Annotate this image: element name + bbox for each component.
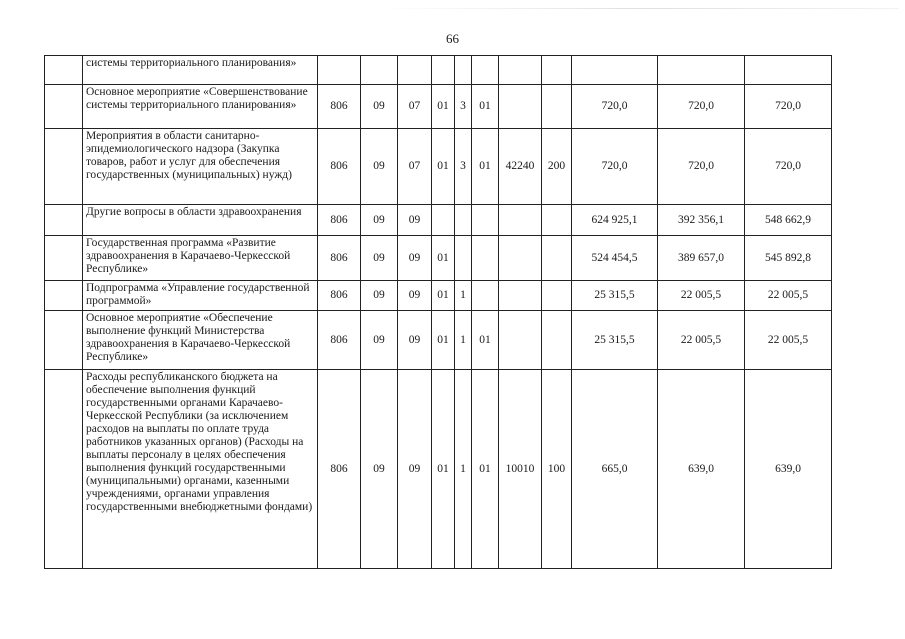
row-measure-cell	[472, 56, 499, 85]
budget-table-body	[45, 56, 832, 569]
row-subprogram-cell	[455, 56, 472, 85]
row-amount-year2-cell	[658, 56, 745, 85]
row-section-cell: 09	[361, 129, 398, 205]
row-blank-cell	[45, 281, 83, 311]
row-section-cell: 09	[361, 281, 398, 311]
row-program-cell: 01	[432, 236, 455, 281]
row-ministry-code-cell: 806	[318, 129, 361, 205]
table-row	[45, 370, 832, 569]
row-name-cell: Мероприятия в области санитарно-эпидемиологического надзора (Закупка товаров, работ и услуг для обеспечения государственных (муниципальных) нужд)	[83, 129, 318, 205]
row-name-cell: системы территориального планирования»	[83, 56, 318, 85]
row-amount-year2-cell: 392 356,1	[658, 205, 745, 236]
row-ministry-code-cell	[318, 56, 361, 85]
row-subprogram-cell: 1	[455, 281, 472, 311]
row-amount-year1-cell: 624 925,1	[572, 205, 658, 236]
row-measure-cell: 01	[472, 370, 499, 569]
row-amount-year2-cell: 720,0	[658, 129, 745, 205]
row-expense-type-cell: 200	[542, 129, 572, 205]
row-amount-year3-cell: 639,0	[745, 370, 832, 569]
row-amount-year3-cell: 22 005,5	[745, 281, 832, 311]
table-row	[45, 311, 832, 370]
row-direction-cell: 10010	[499, 370, 542, 569]
row-section-cell	[361, 56, 398, 85]
row-ministry-code-cell: 806	[318, 281, 361, 311]
row-program-cell: 01	[432, 281, 455, 311]
row-blank-cell	[45, 56, 83, 85]
table-row	[45, 129, 832, 205]
row-amount-year3-cell: 720,0	[745, 129, 832, 205]
row-subsection-cell: 09	[398, 281, 432, 311]
row-program-cell: 01	[432, 370, 455, 569]
row-program-cell	[432, 56, 455, 85]
row-amount-year2-cell: 22 005,5	[658, 311, 745, 370]
table-row	[45, 56, 832, 85]
row-expense-type-cell	[542, 56, 572, 85]
row-subsection-cell: 07	[398, 129, 432, 205]
row-blank-cell	[45, 129, 83, 205]
row-amount-year1-cell: 720,0	[572, 129, 658, 205]
row-name-cell: Основное мероприятие «Обеспечение выполнение функций Министерства здравоохранения в Карачаево-Черкесской Республике»	[83, 311, 318, 370]
row-section-cell: 09	[361, 236, 398, 281]
row-amount-year3-cell: 545 892,8	[745, 236, 832, 281]
row-direction-cell	[499, 236, 542, 281]
row-section-cell: 09	[361, 311, 398, 370]
row-measure-cell	[472, 236, 499, 281]
row-direction-cell: 42240	[499, 129, 542, 205]
row-amount-year3-cell: 22 005,5	[745, 311, 832, 370]
row-direction-cell	[499, 85, 542, 129]
row-ministry-code-cell: 806	[318, 236, 361, 281]
row-subprogram-cell: 1	[455, 311, 472, 370]
row-program-cell	[432, 205, 455, 236]
row-expense-type-cell	[542, 85, 572, 129]
row-subsection-cell: 09	[398, 311, 432, 370]
row-blank-cell	[45, 370, 83, 569]
row-subsection-cell: 07	[398, 85, 432, 129]
row-name-cell: Государственная программа «Развитие здравоохранения в Карачаево-Черкесской Республике»	[83, 236, 318, 281]
row-expense-type-cell	[542, 281, 572, 311]
row-section-cell: 09	[361, 205, 398, 236]
row-amount-year1-cell	[572, 56, 658, 85]
row-section-cell: 09	[361, 370, 398, 569]
row-amount-year2-cell: 639,0	[658, 370, 745, 569]
row-expense-type-cell: 100	[542, 370, 572, 569]
row-measure-cell: 01	[472, 311, 499, 370]
row-blank-cell	[45, 236, 83, 281]
row-measure-cell: 01	[472, 85, 499, 129]
row-expense-type-cell	[542, 205, 572, 236]
budget-table	[44, 55, 832, 569]
row-subsection-cell: 09	[398, 205, 432, 236]
table-row	[45, 205, 832, 236]
row-subprogram-cell	[455, 205, 472, 236]
row-name-cell: Другие вопросы в области здравоохранения	[83, 205, 318, 236]
row-name-cell: Расходы республиканского бюджета на обеспечение выполнения функций государственными органами Карачаево-Черкесской Республики (за исключением расходов на выплаты по оплате труда работников указанных органов) (Расходы на выплаты персоналу в целях обеспечения выполнения функций государственными (муниципальными) органами, казенными учреждениями, органами управления государственными внебюджетными фондами)	[83, 370, 318, 569]
row-subsection-cell: 09	[398, 370, 432, 569]
row-direction-cell	[499, 205, 542, 236]
row-ministry-code-cell: 806	[318, 370, 361, 569]
row-blank-cell	[45, 85, 83, 129]
row-amount-year1-cell: 720,0	[572, 85, 658, 129]
row-direction-cell	[499, 56, 542, 85]
row-amount-year2-cell: 389 657,0	[658, 236, 745, 281]
row-program-cell: 01	[432, 129, 455, 205]
row-amount-year1-cell: 25 315,5	[572, 311, 658, 370]
row-subprogram-cell: 3	[455, 129, 472, 205]
row-amount-year3-cell	[745, 56, 832, 85]
row-amount-year2-cell: 22 005,5	[658, 281, 745, 311]
row-measure-cell	[472, 205, 499, 236]
table-row	[45, 236, 832, 281]
row-direction-cell	[499, 311, 542, 370]
row-subprogram-cell	[455, 236, 472, 281]
scan-artifact-line	[379, 8, 899, 9]
row-section-cell: 09	[361, 85, 398, 129]
row-expense-type-cell	[542, 311, 572, 370]
row-measure-cell: 01	[472, 129, 499, 205]
row-blank-cell	[45, 311, 83, 370]
row-subprogram-cell: 3	[455, 85, 472, 129]
page-number: 66	[446, 31, 459, 46]
row-name-cell: Основное мероприятие «Совершенствование системы территориального планирования»	[83, 85, 318, 129]
table-row	[45, 85, 832, 129]
row-ministry-code-cell: 806	[318, 85, 361, 129]
row-amount-year1-cell: 25 315,5	[572, 281, 658, 311]
row-subsection-cell	[398, 56, 432, 85]
row-subsection-cell: 09	[398, 236, 432, 281]
row-ministry-code-cell: 806	[318, 311, 361, 370]
row-program-cell: 01	[432, 311, 455, 370]
row-amount-year2-cell: 720,0	[658, 85, 745, 129]
row-measure-cell	[472, 281, 499, 311]
row-program-cell: 01	[432, 85, 455, 129]
row-amount-year1-cell: 524 454,5	[572, 236, 658, 281]
row-direction-cell	[499, 281, 542, 311]
table-row	[45, 281, 832, 311]
row-blank-cell	[45, 205, 83, 236]
row-expense-type-cell	[542, 236, 572, 281]
row-subprogram-cell: 1	[455, 370, 472, 569]
row-amount-year1-cell: 665,0	[572, 370, 658, 569]
row-name-cell: Подпрограмма «Управление государственной программой»	[83, 281, 318, 311]
row-amount-year3-cell: 720,0	[745, 85, 832, 129]
row-ministry-code-cell: 806	[318, 205, 361, 236]
row-amount-year3-cell: 548 662,9	[745, 205, 832, 236]
